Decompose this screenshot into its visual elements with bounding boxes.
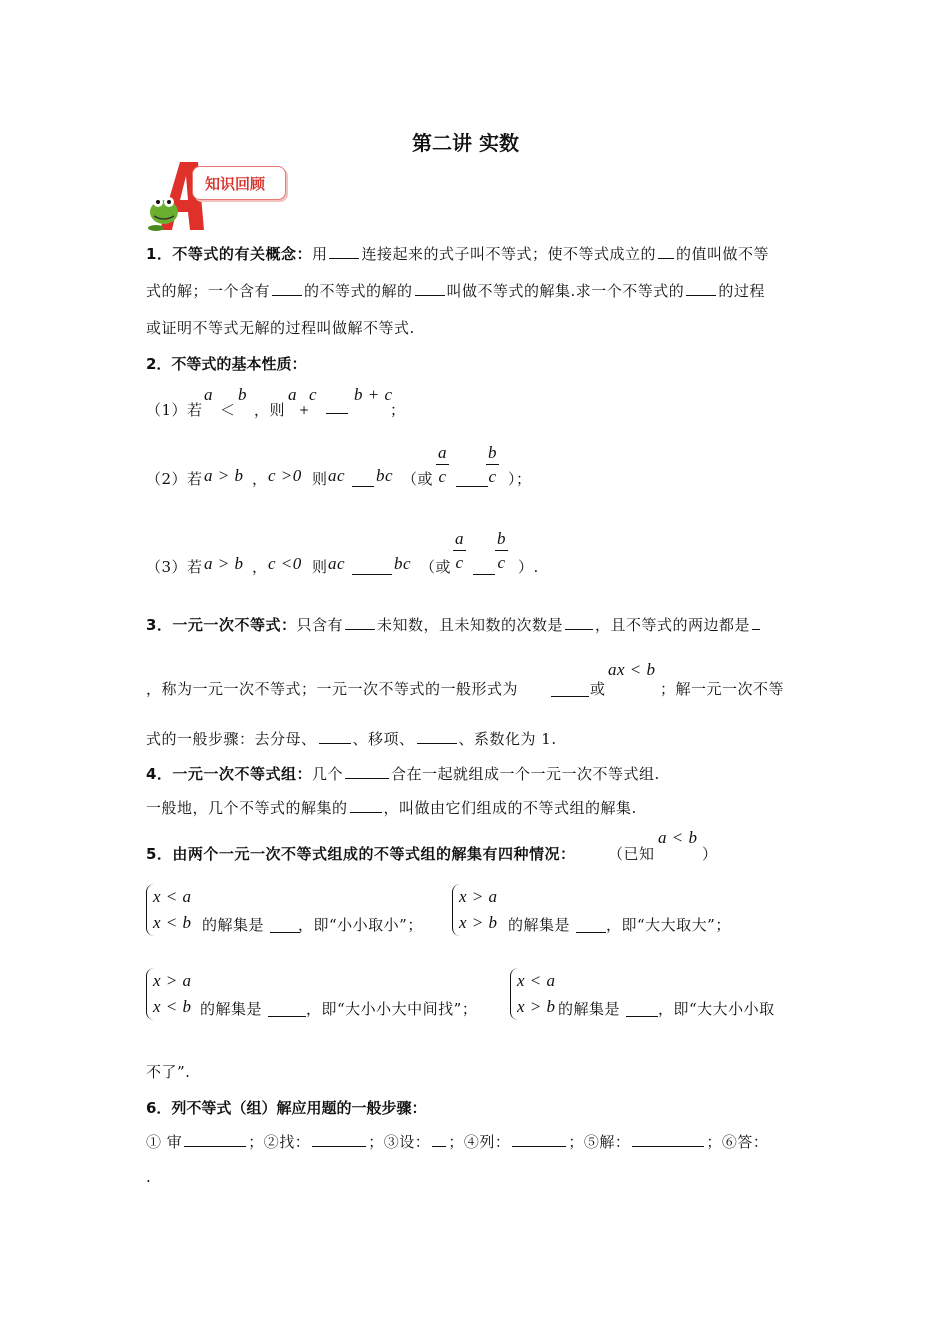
text-segment: 的解集是 (508, 916, 571, 934)
text-segment: 的不等式的解的 (304, 282, 413, 300)
s1-line2 (146, 280, 765, 301)
text-segment: 则 (312, 558, 328, 576)
answer-blank (456, 472, 488, 487)
text-segment: ax < b (608, 660, 656, 679)
answer-blank (415, 281, 445, 296)
s6-dot: . (146, 1168, 152, 1186)
text-segment: 则 (312, 470, 328, 488)
text-segment: 未知数，且未知数的次数是 (376, 616, 563, 634)
fraction (453, 530, 466, 571)
text-segment: 4．一元一次不等式组： (146, 765, 312, 783)
text-segment: x < a (517, 971, 556, 990)
s5-tail: 不了”. (146, 1063, 191, 1081)
text-segment: 、系数化为 1. (458, 730, 557, 748)
text-segment: 连接起来的式子叫不等式；使不等式成立的 (361, 245, 656, 263)
text-segment: ，称为一元一次不等式；一元一次不等式的一般形式为 (146, 680, 519, 698)
text-segment: a (436, 444, 449, 465)
text-segment: 式的一般步骤：去分母、 (146, 730, 317, 748)
text-segment: c <0 (268, 554, 302, 573)
text-segment: 一般地，几个不等式的解集的 (146, 799, 348, 817)
text-segment: c (455, 553, 464, 572)
text-segment: a (288, 385, 297, 404)
text-segment: x > b (459, 913, 498, 932)
section-label-box (192, 166, 286, 200)
text-segment: b (486, 444, 499, 465)
text-segment: ；⑤解： (568, 1133, 631, 1151)
text-segment: 用 (311, 245, 328, 263)
s1-line3: 或证明不等式无解的过程叫做解不等式. (146, 319, 415, 337)
text-segment: 的解集是 (202, 916, 265, 934)
answer-blank (352, 560, 392, 575)
answer-blank (512, 1132, 566, 1147)
text-segment: a > b (204, 466, 244, 485)
answer-blank (686, 281, 716, 296)
text-segment: a (453, 530, 466, 551)
text-segment: 、移项、 (352, 730, 415, 748)
s6-steps (146, 1131, 768, 1152)
answer-blank (576, 918, 606, 933)
text-segment: x < a (153, 887, 192, 906)
answer-blank (319, 729, 351, 744)
text-segment: 的解集是 (558, 1000, 621, 1018)
text-segment: ）； (508, 470, 532, 488)
answer-blank (473, 560, 495, 575)
text-segment: x > a (153, 971, 192, 990)
fraction (436, 444, 449, 485)
text-segment: （已知 (608, 845, 655, 863)
text-segment: c >0 (268, 466, 302, 485)
answer-blank (565, 615, 593, 630)
text-segment: a (204, 385, 213, 404)
text-segment: ① 审 (146, 1133, 183, 1151)
text-segment: c (497, 553, 506, 572)
s2-heading: 2．不等式的基本性质： (146, 355, 307, 373)
text-segment: b (238, 385, 247, 404)
s1-heading: 1．不等式的有关概念： (146, 245, 312, 263)
text-segment: 式的解；一个含有 (146, 282, 271, 300)
text-segment: b + c (354, 385, 393, 404)
text-segment: 5．由两个一元一次不等式组成的不等式组的解集有四种情况： (146, 845, 576, 863)
fraction (486, 444, 499, 485)
answer-blank (632, 1132, 704, 1147)
s3-line3 (146, 728, 557, 749)
text-segment: （3）若 (146, 558, 203, 576)
text-segment: 或 (590, 680, 606, 698)
text-segment: ，则 (254, 401, 286, 419)
text-segment: 的解集是 (200, 1000, 263, 1018)
fraction (495, 530, 508, 571)
text-segment: ； (390, 401, 406, 419)
text-segment: a < b (658, 828, 698, 847)
section-banner (142, 160, 292, 232)
text-segment: c (438, 467, 447, 486)
text-segment: bc (394, 554, 412, 573)
s4-line2 (146, 797, 637, 818)
inequality-system (146, 968, 196, 1020)
text-segment: ，即“大小小大中间找”； (306, 1000, 478, 1018)
text-segment: 合在一起就组成一个一元一次不等式组. (390, 765, 660, 783)
text-segment: （或 (402, 470, 434, 488)
text-segment: ＜ (220, 401, 236, 419)
text-segment: c (488, 467, 497, 486)
text-segment: ）. (518, 558, 539, 576)
text-segment: ；③设： (368, 1133, 431, 1151)
answer-blank (752, 615, 760, 630)
blank (658, 244, 674, 259)
text-segment: ac (328, 466, 346, 485)
text-segment: ， (252, 558, 268, 576)
text-segment: ac (328, 554, 346, 573)
answer-blank (326, 399, 348, 414)
s6-heading: 6．列不等式（组）解应用题的一般步骤： (146, 1099, 427, 1117)
s4-line1 (146, 763, 660, 784)
text-segment: 3．一元一次不等式： (146, 616, 297, 634)
inequality-system (510, 968, 560, 1020)
text-segment: 的过程 (718, 282, 765, 300)
text-segment: bc (376, 466, 394, 485)
answer-blank (352, 472, 374, 487)
text-segment: 叫做不等式的解集.求一个不等式的 (446, 282, 685, 300)
text-segment: x > a (459, 887, 498, 906)
text-segment: ， (252, 470, 268, 488)
inequality-system (146, 884, 196, 936)
answer-blank (345, 764, 389, 779)
answer-blank (626, 1002, 658, 1017)
text-segment: ） (702, 845, 718, 863)
answer-blank (312, 1132, 366, 1147)
text-segment: ，叫做由它们组成的不等式组的解集. (383, 799, 637, 817)
text-segment: x < b (153, 997, 192, 1016)
text-segment: （或 (420, 558, 452, 576)
text-segment: c (309, 385, 318, 404)
text-segment: 几个 (311, 765, 343, 783)
inequality-system (452, 884, 502, 936)
text-segment: ，即“大大小小取 (658, 1000, 775, 1018)
answer-blank (350, 798, 382, 813)
text-segment: ；②找： (248, 1133, 311, 1151)
page-title: 第二讲 实数 (412, 131, 519, 155)
answer-blank (432, 1132, 446, 1147)
blank (329, 244, 359, 259)
section-label: 知识回顾 (205, 175, 266, 193)
text-segment: + (299, 403, 310, 417)
text-segment: b (495, 530, 508, 551)
text-segment: ；⑥答： (706, 1133, 769, 1151)
text-segment: （1）若 (146, 401, 203, 419)
text-segment: 的值叫做不等 (675, 245, 769, 263)
text-segment: ，即“小小取小”； (298, 916, 423, 934)
text-segment: ；④列： (448, 1133, 511, 1151)
text-segment: 只含有 (296, 616, 343, 634)
text-segment: ，即“大大取大”； (606, 916, 731, 934)
answer-blank (551, 682, 589, 697)
text-segment: ，且不等式的两边都是 (594, 616, 750, 634)
text-segment: ；解一元一次不等 (660, 680, 785, 698)
text-segment: （2）若 (146, 470, 203, 488)
s3-line1 (146, 614, 762, 635)
text-segment: x > b (517, 997, 556, 1016)
answer-blank (417, 729, 457, 744)
s1-line1 (146, 243, 769, 264)
answer-blank (272, 281, 302, 296)
answer-blank (270, 918, 300, 933)
answer-blank (345, 615, 375, 630)
text-segment: x < b (153, 913, 192, 932)
answer-blank (184, 1132, 246, 1147)
answer-blank (268, 1002, 306, 1017)
text-segment: a > b (204, 554, 244, 573)
